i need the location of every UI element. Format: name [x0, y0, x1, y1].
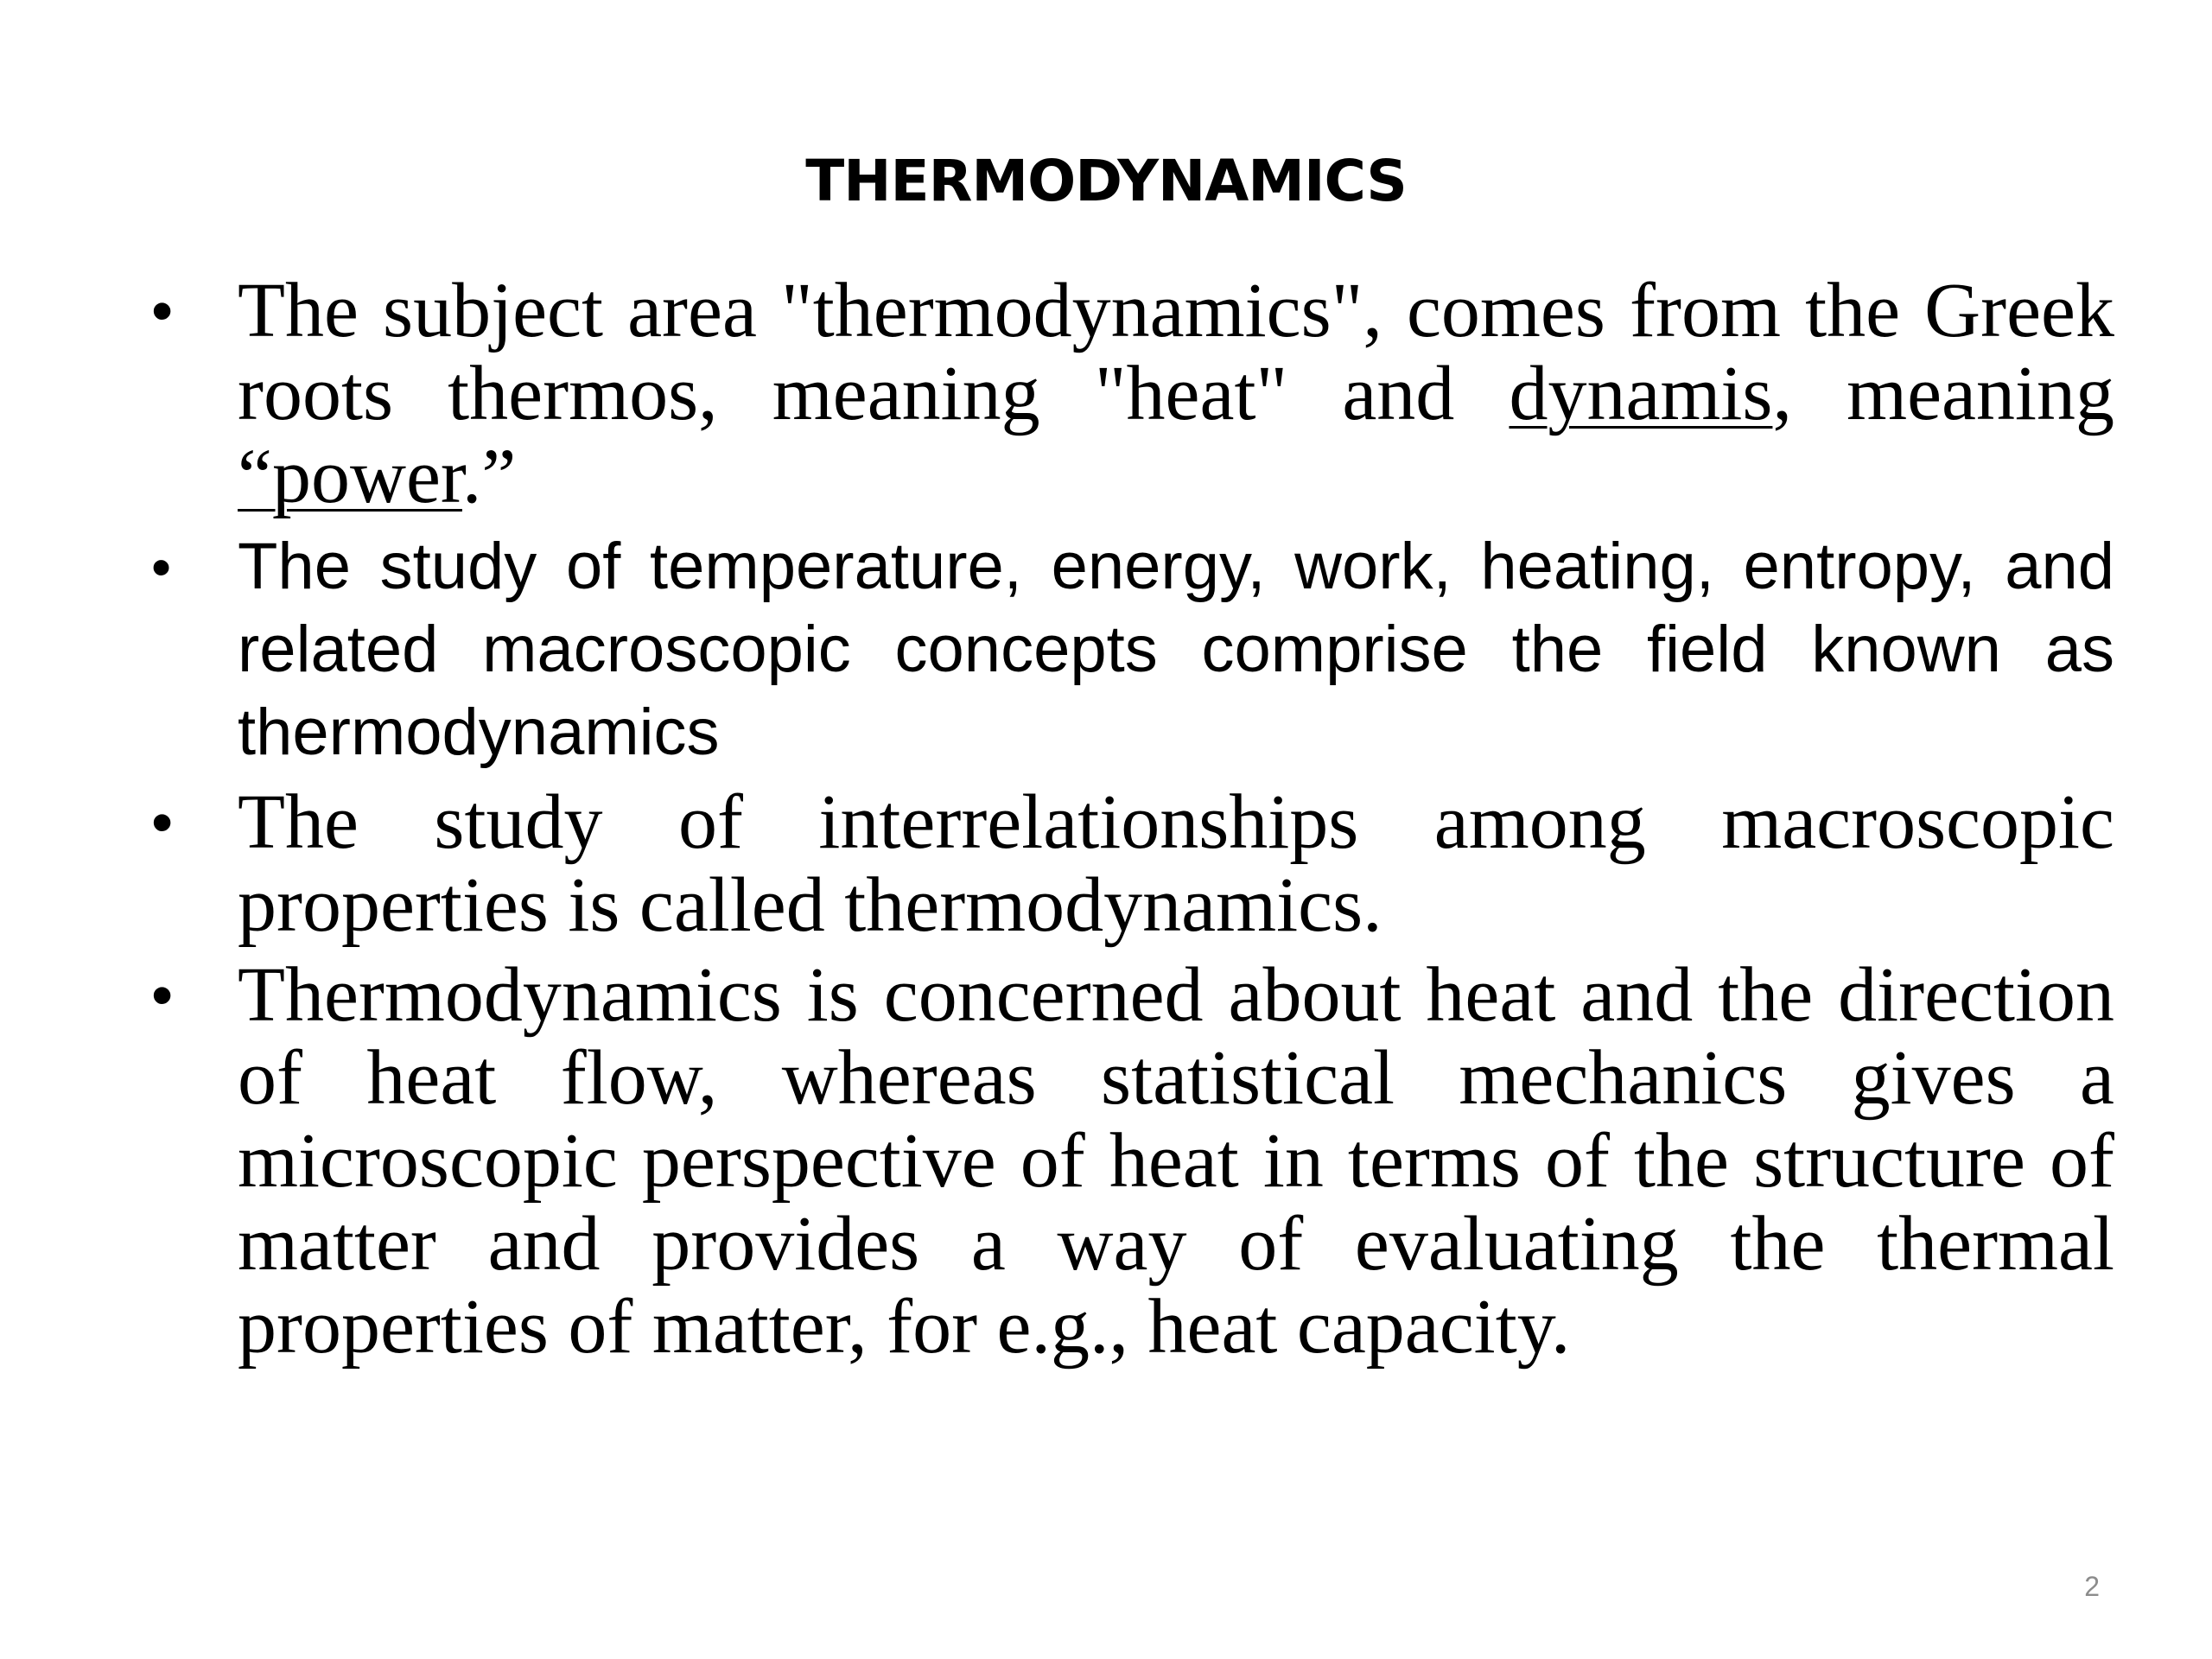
bullet-study-definition: • The study of temperature, energy, work, heating, entropy, and related macroscopic concepts comprise the field known as thermodynamics [238, 525, 2114, 774]
bullet-interrelationships: • The study of interrelationships among macroscopic properties is called thermodynamics. [238, 781, 2114, 947]
bullet-etymology-text-middle: , meaning [1772, 351, 2114, 436]
bullet-etymology-text-start: The subject area "thermodynamics", comes from the Greek roots thermos, meaning "heat" and [238, 268, 2114, 436]
slide-title: THERMODYNAMICS [805, 148, 1407, 214]
bullet-etymology-text-end: .” [461, 434, 517, 519]
bullet-list [238, 270, 2114, 1376]
bullet-etymology [238, 270, 2114, 518]
page-number: 2 [2084, 1571, 2100, 1602]
power-term: “power [238, 434, 462, 519]
bullet-heat-flow: • Thermodynamics is concerned about heat and the direction of heat flow, whereas statistical mechanics gives a microscopic perspective of heat in terms of the structure of matter and provides a way of evaluating the thermal properties of matter, for e.g., heat capacity. [238, 954, 2114, 1369]
dynamis-term: dynamis [1509, 351, 1773, 436]
